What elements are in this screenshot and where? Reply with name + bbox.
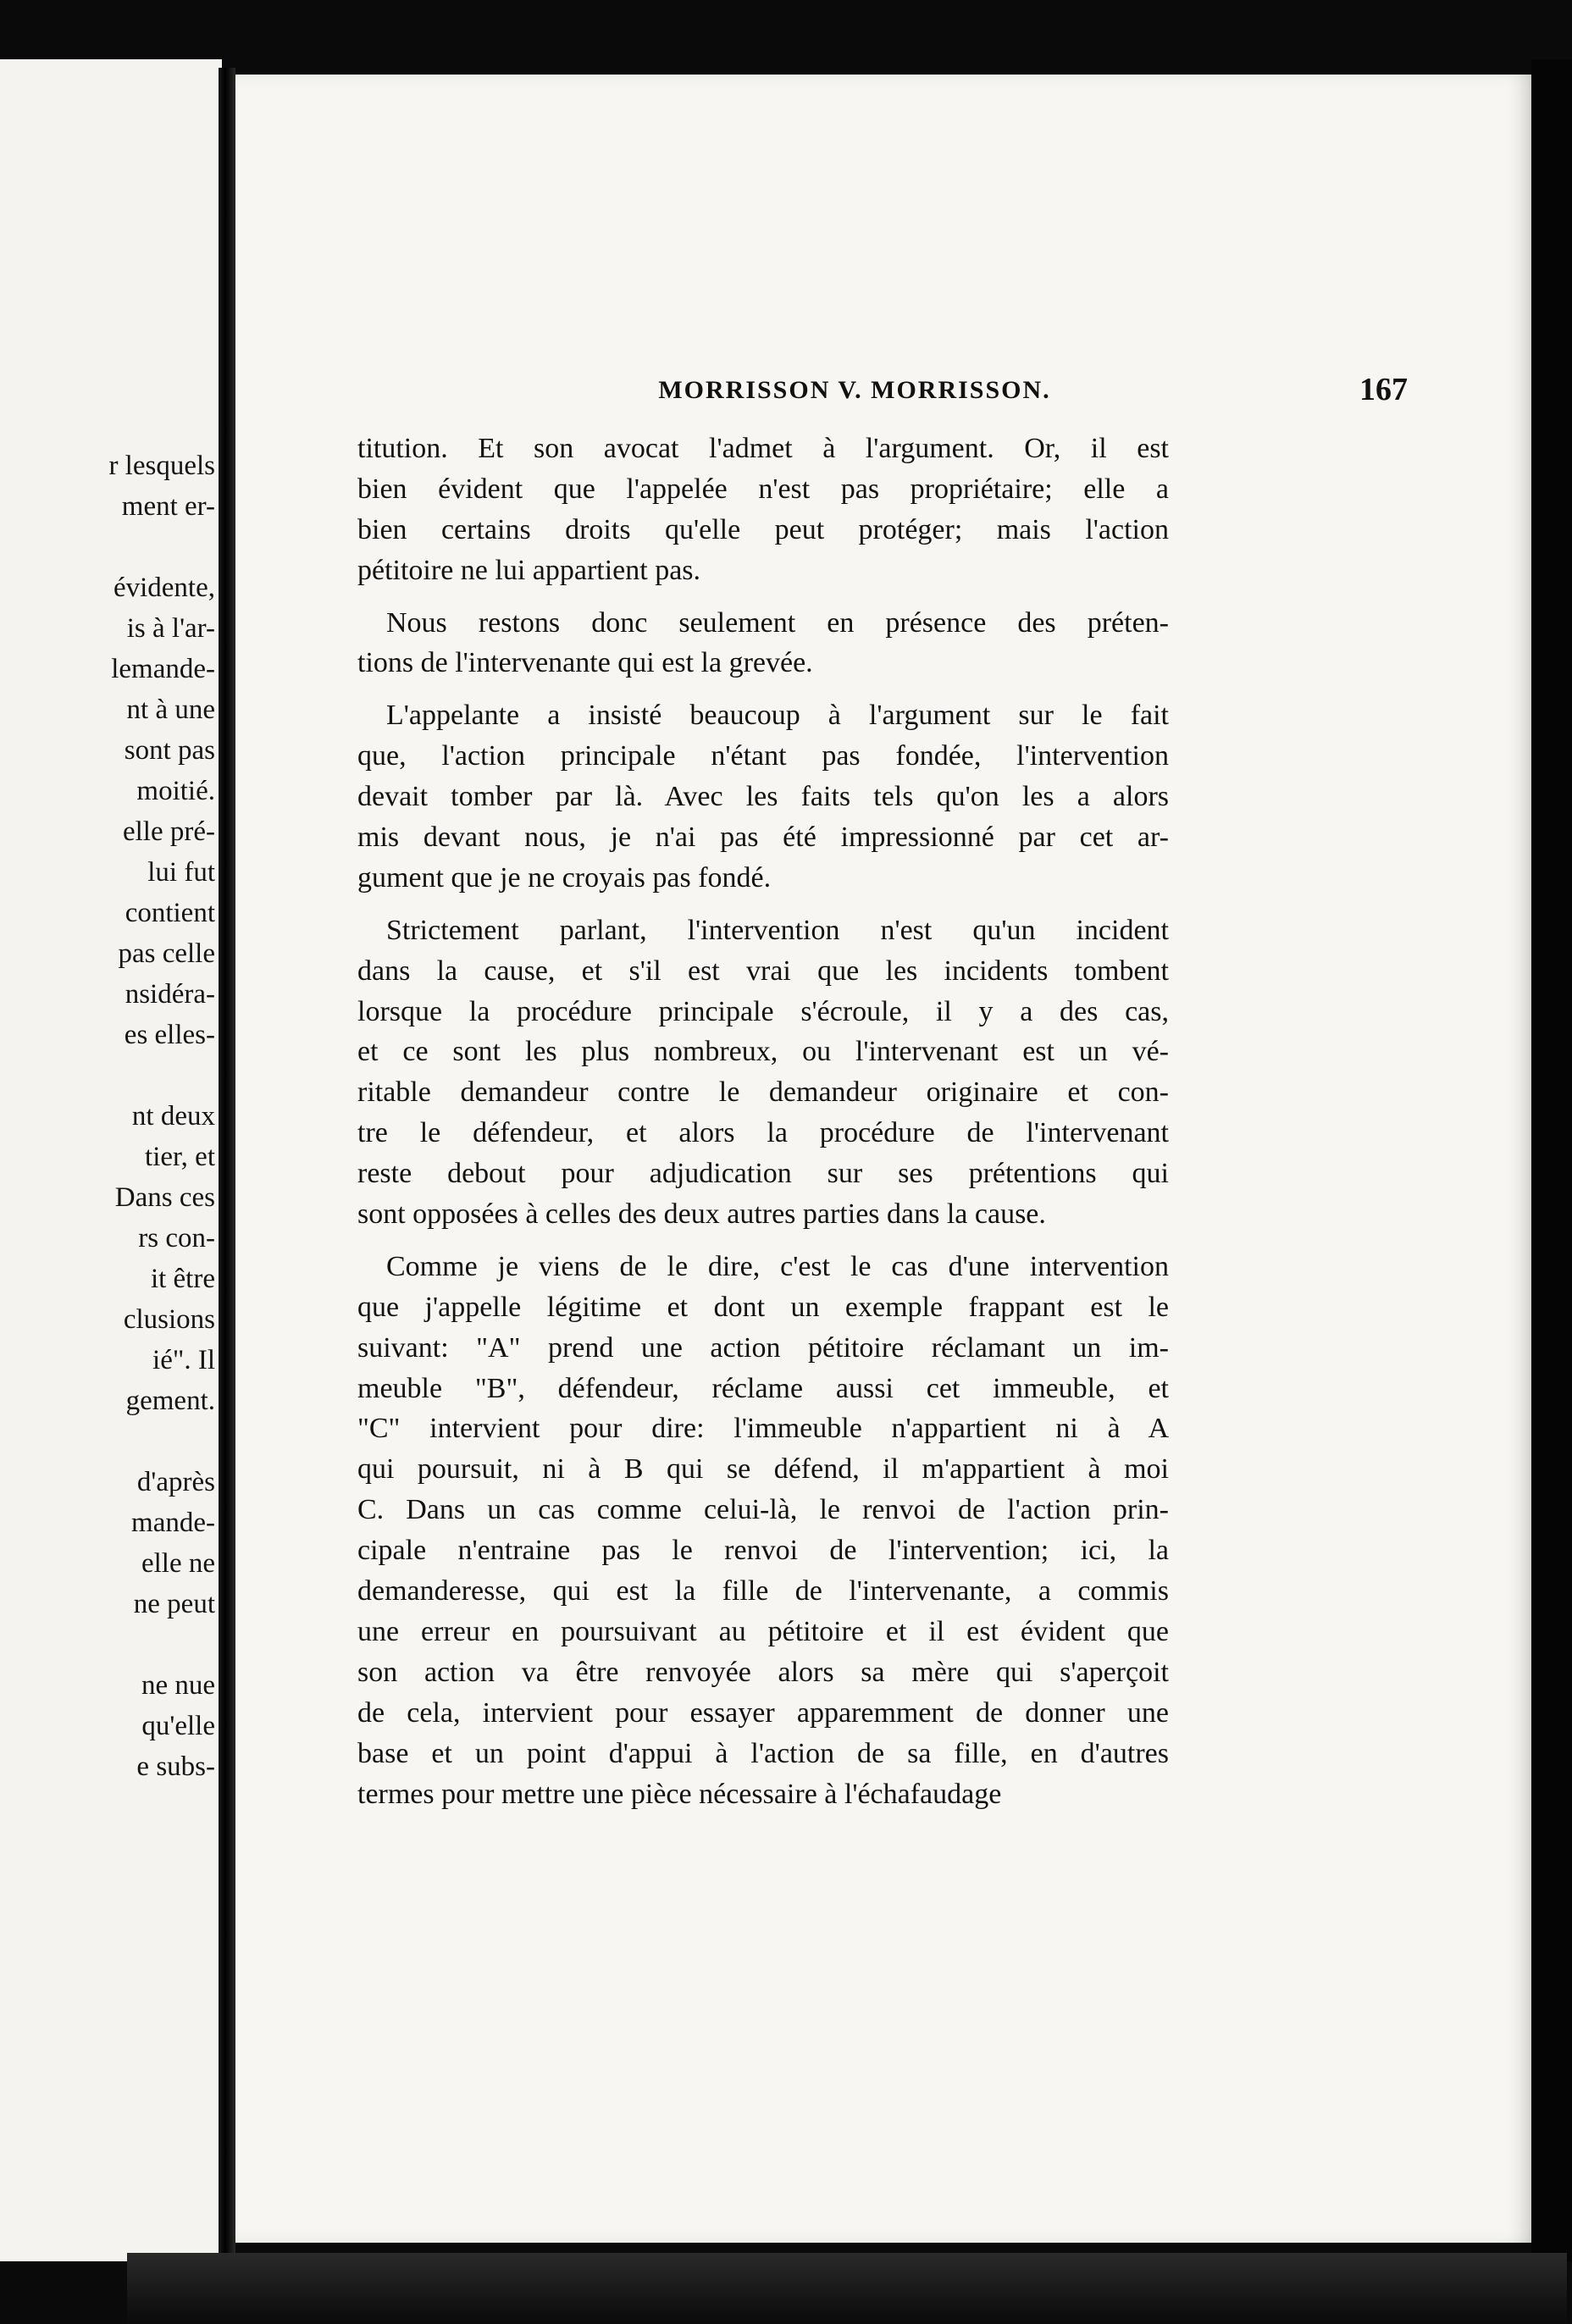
text-line: que, l'action principale n'étant pas fondée, l'intervention (357, 740, 1169, 772)
previous-page-line: contient (125, 898, 215, 928)
previous-page-line: elle pré- (122, 816, 215, 847)
previous-page-line (12, 1055, 215, 1096)
previous-page-line: nt deux (131, 1101, 215, 1132)
previous-page-line: lemande- (111, 654, 215, 684)
previous-page-line: lui fut (147, 857, 215, 888)
previous-page-line: is à l'ar- (126, 613, 215, 644)
previous-page-line: sont pas (124, 735, 215, 766)
text-line: une erreur en poursuivant au pétitoire et il est évident que (357, 1615, 1169, 1647)
running-head-title: MORRISSON V. MORRISSON. (658, 376, 1051, 404)
text-line: son action va être renvoyée alors sa mère qui s'aperçoit (357, 1656, 1169, 1688)
text-line: que j'appelle légitime et dont un exemple frappant est le (357, 1291, 1169, 1323)
scan-right-edge (1531, 59, 1572, 2261)
text-line: lorsque la procédure principale s'écroule, il y a des cas, (357, 995, 1169, 1027)
previous-page-line: nt à une (126, 694, 215, 725)
paragraph (357, 429, 1169, 591)
previous-page-line: d'après (136, 1467, 215, 1497)
text-line: C. Dans un cas comme celui-là, le renvoi de l'action prin- (357, 1494, 1169, 1526)
text-line: tions de l'intervenante qui est la grevée. (357, 647, 813, 679)
text-line: demanderesse, qui est la fille de l'intervenante, a commis (357, 1575, 1169, 1607)
previous-page-line: ne peut (133, 1589, 215, 1619)
text-line: Comme je viens de le dire, c'est le cas d'une intervention (386, 1250, 1169, 1282)
text-line: pétitoire ne lui appartient pas. (357, 554, 701, 586)
previous-page-line: qu'elle (141, 1711, 215, 1741)
text-line: tre le défendeur, et alors la procédure de l'intervenant (357, 1117, 1169, 1149)
text-line: de cela, intervient pour essayer apparemment de donner une (357, 1696, 1169, 1729)
text-line: et ce sont les plus nombreux, ou l'intervenant est un vé- (357, 1036, 1169, 1068)
book-gutter (219, 68, 235, 2261)
previous-page-line: elle ne (141, 1548, 215, 1579)
text-line: cipale n'entraine pas le renvoi de l'intervention; ici, la (357, 1535, 1169, 1567)
previous-page-line (12, 527, 215, 567)
previous-page-line: gement. (125, 1386, 215, 1416)
text-line: gument que je ne croyais pas fondé. (357, 861, 772, 894)
text-line: termes pour mettre une pièce nécessaire à l'échafaudage (357, 1778, 1002, 1810)
text-line: meuble "B", défendeur, réclame aussi cet immeuble, et (357, 1372, 1169, 1404)
previous-page-fragment (0, 59, 222, 2261)
body-text (357, 429, 1169, 1826)
previous-page-line: évidente, (113, 573, 215, 603)
text-line: "C" intervient pour dire: l'immeuble n'appartient ni à A (357, 1413, 1169, 1445)
text-line: reste debout pour adjudication sur ses prétentions qui (357, 1158, 1169, 1190)
paragraph (357, 695, 1169, 898)
previous-page-line: es elles- (124, 1020, 215, 1050)
text-line: devait tomber par là. Avec les faits tels qu'on les a alors (357, 781, 1169, 813)
scan-bottom-edge (127, 2253, 1567, 2324)
previous-page-line: mande- (131, 1508, 215, 1538)
previous-page-line: tier, et (145, 1142, 215, 1172)
text-line: suivant: "A" prend une action pétitoire réclamant un im- (357, 1331, 1169, 1364)
paragraph (357, 910, 1169, 1235)
running-head (295, 371, 1414, 413)
book-page (235, 75, 1533, 2243)
previous-page-text (12, 445, 215, 1787)
text-line: base et un point d'appui à l'action de sa fille, en d'autres (357, 1737, 1169, 1769)
previous-page-line: ment er- (121, 491, 215, 522)
previous-page-line: nsidéra- (125, 979, 215, 1010)
previous-page-line (12, 1624, 215, 1665)
previous-page-line: it être (150, 1264, 215, 1294)
previous-page-line: rs con- (138, 1223, 215, 1253)
previous-page-line: e subs- (136, 1751, 215, 1782)
previous-page-line: moitié. (136, 776, 215, 806)
paragraph (357, 1247, 1169, 1814)
page-number: 167 (1359, 372, 1408, 407)
paragraph (357, 603, 1169, 684)
text-line: L'appelante a insisté beaucoup à l'argument sur le fait (386, 700, 1169, 732)
text-line: titution. Et son avocat l'admet à l'argument. Or, il est (357, 433, 1169, 464)
text-line: ritable demandeur contre le demandeur originaire et con- (357, 1076, 1169, 1109)
text-line: bien évident que l'appelée n'est pas propriétaire; elle a (357, 473, 1169, 505)
previous-page-line: clusions (123, 1304, 215, 1335)
text-line: Strictement parlant, l'intervention n'est qu'un incident (386, 914, 1169, 946)
text-line: bien certains droits qu'elle peut protéger; mais l'action (357, 513, 1169, 545)
text-line: sont opposées à celles des deux autres parties dans la cause. (357, 1198, 1046, 1231)
text-line: qui poursuit, ni à B qui se défend, il m'appartient à moi (357, 1453, 1169, 1486)
previous-page-line: ne nue (141, 1670, 215, 1701)
previous-page-line: Dans ces (114, 1182, 215, 1213)
previous-page-line: r lesquels (108, 451, 215, 481)
previous-page-line (12, 1421, 215, 1462)
text-line: Nous restons donc seulement en présence des préten- (386, 606, 1169, 639)
text-line: mis devant nous, je n'ai pas été impressionné par cet ar- (357, 822, 1169, 854)
text-line: dans la cause, et s'il est vrai que les incidents tombent (357, 955, 1169, 987)
previous-page-line: pas celle (118, 938, 215, 969)
previous-page-line: ié". Il (152, 1345, 215, 1375)
